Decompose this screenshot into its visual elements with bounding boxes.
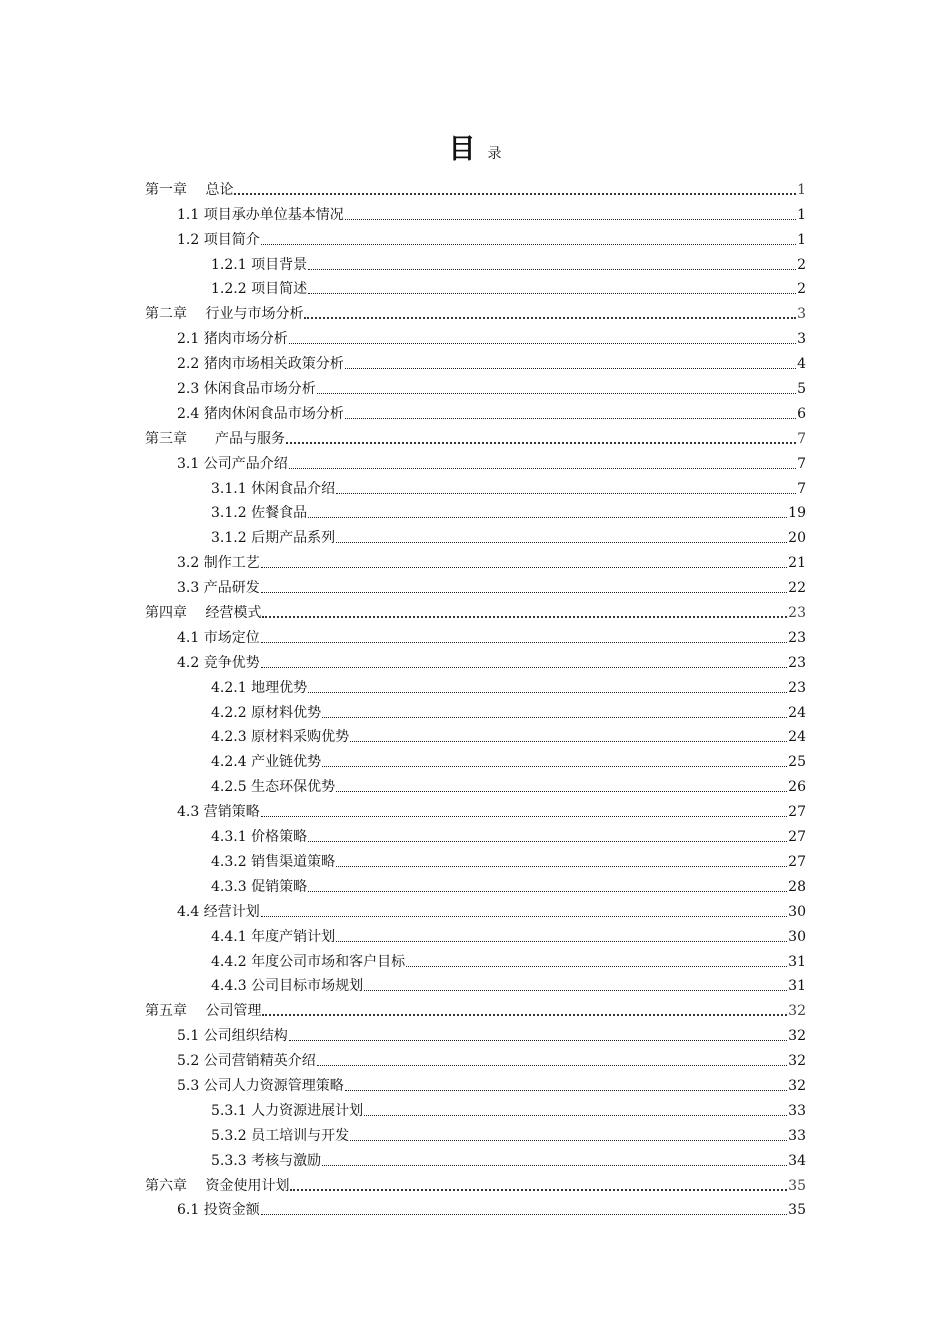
toc-entry-page-number: 23 (788, 679, 806, 696)
toc-entry[interactable] (145, 597, 806, 622)
toc-entry[interactable] (145, 672, 806, 697)
dot-leader (308, 505, 787, 518)
toc-entry-label: 5.1 公司组织结构 (177, 1028, 288, 1045)
toc-entry-page-number: 2 (797, 256, 806, 273)
toc-entry-page-number: 32 (788, 1003, 806, 1020)
toc-entry-label: 第三章 产品与服务 (145, 430, 285, 447)
toc-entry-label: 2.4 猪肉休闲食品市场分析 (177, 405, 344, 422)
dot-leader (261, 555, 787, 568)
dot-leader (261, 655, 787, 668)
toc-entry[interactable] (145, 1170, 806, 1195)
toc-entry-page-number: 1 (797, 206, 806, 223)
toc-entry[interactable] (145, 821, 806, 846)
toc-entry[interactable] (145, 274, 806, 299)
toc-entry-page-number: 27 (788, 804, 806, 821)
toc-entry-page-number: 34 (788, 1152, 806, 1169)
toc-entry-page-number: 27 (788, 829, 806, 846)
dot-leader (308, 257, 796, 270)
toc-entry[interactable] (145, 1070, 806, 1095)
toc-entry-label: 4.3.2 销售渠道策略 (211, 853, 336, 870)
toc-entry-label: 3.3 产品研发 (177, 580, 260, 597)
toc-entry-label: 4.2.1 地理优势 (211, 679, 308, 696)
toc-entry-label: 3.1.2 佐餐食品 (211, 505, 308, 522)
toc-entry[interactable] (145, 498, 806, 523)
toc-entry[interactable] (145, 1195, 806, 1220)
dot-leader (290, 1177, 787, 1191)
dot-leader (345, 406, 796, 419)
dot-leader (262, 1002, 787, 1016)
toc-entry-page-number: 26 (788, 779, 806, 796)
toc-entry-label: 5.3.3 考核与激励 (211, 1152, 322, 1169)
dot-leader (336, 929, 787, 942)
toc-entry-page-number: 33 (788, 1127, 806, 1144)
toc-entry[interactable] (145, 771, 806, 796)
dot-leader (364, 978, 787, 991)
toc-entry-page-number: 33 (788, 1102, 806, 1119)
toc-entry[interactable] (145, 995, 806, 1020)
toc-entry-page-number: 35 (788, 1202, 806, 1219)
toc-title-main: 目 (448, 134, 476, 165)
toc-entry[interactable] (145, 746, 806, 771)
dot-leader (345, 207, 796, 220)
dot-leader (261, 904, 787, 917)
toc-entry[interactable] (145, 473, 806, 498)
toc-entry-label: 4.2.3 原材料采购优势 (211, 729, 350, 746)
dot-leader (406, 954, 787, 967)
toc-entry[interactable] (145, 398, 806, 423)
toc-entry[interactable] (145, 846, 806, 871)
toc-entry-page-number: 25 (788, 754, 806, 771)
dot-leader (336, 854, 787, 867)
dot-leader (336, 530, 787, 543)
toc-entry-page-number: 24 (788, 729, 806, 746)
toc-entry-page-number: 3 (797, 331, 806, 348)
toc-entry-label: 第六章 资金使用计划 (145, 1177, 290, 1194)
toc-entry-label: 4.2 竞争优势 (177, 654, 260, 671)
dot-leader (317, 1053, 787, 1066)
toc-entry-page-number: 32 (788, 1077, 806, 1094)
toc-title-sub: 录 (487, 146, 502, 162)
toc-entry[interactable] (145, 373, 806, 398)
toc-entry-label: 4.4.2 年度公司市场和客户目标 (211, 953, 406, 970)
dot-leader (289, 331, 796, 344)
toc-entry[interactable] (145, 298, 806, 323)
toc-entry-page-number: 7 (797, 430, 806, 447)
dot-leader (345, 1078, 787, 1091)
table-of-contents (145, 174, 806, 1219)
toc-entry[interactable] (145, 323, 806, 348)
dot-leader (262, 604, 787, 618)
toc-entry[interactable] (145, 448, 806, 473)
toc-entry[interactable] (145, 1045, 806, 1070)
toc-entry[interactable] (145, 522, 806, 547)
dot-leader (364, 1103, 787, 1116)
dot-leader (261, 804, 787, 817)
dot-leader (350, 729, 787, 742)
toc-entry[interactable] (145, 921, 806, 946)
toc-entry-label: 2.3 休闲食品市场分析 (177, 381, 316, 398)
toc-entry-page-number: 5 (797, 381, 806, 398)
toc-entry[interactable] (145, 547, 806, 572)
dot-leader (234, 181, 796, 195)
dot-leader (317, 381, 796, 394)
dot-leader (336, 481, 796, 494)
toc-entry-label: 1.2 项目简介 (177, 231, 260, 248)
toc-entry-label: 4.4.3 公司目标市场规划 (211, 978, 364, 995)
toc-entry-page-number: 3 (797, 306, 806, 323)
dot-leader (308, 879, 787, 892)
toc-entry-label: 4.2.4 产业链优势 (211, 754, 322, 771)
toc-entry-page-number: 7 (797, 480, 806, 497)
dot-leader (289, 456, 796, 469)
dot-leader (308, 680, 787, 693)
toc-entry[interactable] (145, 249, 806, 274)
toc-entry[interactable] (145, 722, 806, 747)
toc-entry-label: 5.3.2 员工培训与开发 (211, 1127, 350, 1144)
toc-entry[interactable] (145, 224, 806, 249)
toc-entry-page-number: 1 (797, 231, 806, 248)
toc-entry-label: 2.2 猪肉市场相关政策分析 (177, 356, 344, 373)
dot-leader (286, 430, 796, 444)
toc-entry-page-number: 31 (788, 978, 806, 995)
toc-entry[interactable] (145, 971, 806, 996)
toc-entry[interactable] (145, 622, 806, 647)
toc-entry-label: 3.1.1 休闲食品介绍 (211, 480, 336, 497)
toc-entry-page-number: 32 (788, 1028, 806, 1045)
toc-entry-label: 6.1 投资金额 (177, 1202, 260, 1219)
dot-leader (345, 356, 796, 369)
toc-entry[interactable] (145, 647, 806, 672)
toc-entry-page-number: 35 (788, 1177, 806, 1194)
toc-entry[interactable] (145, 1120, 806, 1145)
toc-entry-label: 4.2.2 原材料优势 (211, 704, 322, 721)
toc-entry-label: 4.3.3 促销策略 (211, 878, 308, 895)
toc-entry-label: 4.4 经营计划 (177, 903, 260, 920)
toc-entry-label: 4.1 市场定位 (177, 629, 260, 646)
toc-entry-page-number: 23 (788, 629, 806, 646)
toc-entry-label: 3.2 制作工艺 (177, 555, 260, 572)
toc-entry-page-number: 19 (788, 505, 806, 522)
toc-entry-page-number: 7 (797, 455, 806, 472)
toc-title (0, 134, 950, 170)
toc-entry-label: 1.2.2 项目简述 (211, 281, 308, 298)
toc-entry-label: 5.3.1 人力资源进展计划 (211, 1102, 364, 1119)
toc-entry-page-number: 6 (797, 405, 806, 422)
dot-leader (350, 1128, 787, 1141)
toc-entry[interactable] (145, 1020, 806, 1045)
toc-entry-label: 2.1 猪肉市场分析 (177, 331, 288, 348)
toc-entry[interactable] (145, 1095, 806, 1120)
toc-entry-label: 1.2.1 项目背景 (211, 256, 308, 273)
toc-entry[interactable] (145, 572, 806, 597)
toc-entry[interactable] (145, 199, 806, 224)
dot-leader (289, 1028, 787, 1041)
toc-entry-label: 4.2.5 生态环保优势 (211, 779, 336, 796)
toc-entry-page-number: 1 (797, 181, 806, 198)
dot-leader (308, 281, 796, 294)
toc-entry[interactable] (145, 896, 806, 921)
dot-leader (304, 305, 796, 319)
toc-entry-page-number: 28 (788, 878, 806, 895)
dot-leader (261, 580, 787, 593)
dot-leader (322, 705, 787, 718)
toc-entry[interactable] (145, 871, 806, 896)
toc-entry-label: 4.3 营销策略 (177, 804, 260, 821)
toc-entry[interactable] (145, 423, 806, 448)
toc-entry-page-number: 23 (788, 654, 806, 671)
toc-entry-page-number: 30 (788, 903, 806, 920)
toc-entry-page-number: 20 (788, 530, 806, 547)
toc-entry-page-number: 24 (788, 704, 806, 721)
toc-entry-label: 3.1.2 后期产品系列 (211, 530, 336, 547)
toc-entry-page-number: 31 (788, 953, 806, 970)
dot-leader (261, 232, 796, 245)
toc-entry-label: 4.3.1 价格策略 (211, 829, 308, 846)
dot-leader (261, 630, 787, 643)
toc-entry-page-number: 4 (797, 356, 806, 373)
toc-entry-page-number: 21 (788, 555, 806, 572)
dot-leader (322, 754, 787, 767)
toc-entry-label: 4.4.1 年度产销计划 (211, 928, 336, 945)
toc-entry-label: 3.1 公司产品介绍 (177, 455, 288, 472)
toc-entry[interactable] (145, 1145, 806, 1170)
toc-entry-label: 5.3 公司人力资源管理策略 (177, 1077, 344, 1094)
toc-entry-page-number: 27 (788, 853, 806, 870)
dot-leader (336, 779, 787, 792)
dot-leader (261, 1202, 787, 1215)
toc-entry-label: 1.1 项目承办单位基本情况 (177, 206, 344, 223)
toc-entry-page-number: 30 (788, 928, 806, 945)
toc-entry-page-number: 32 (788, 1053, 806, 1070)
toc-entry-label: 第二章 行业与市场分析 (145, 306, 304, 323)
toc-entry-label: 第四章 经营模式 (145, 605, 262, 622)
dot-leader (322, 1153, 787, 1166)
dot-leader (308, 829, 787, 842)
toc-entry[interactable] (145, 174, 806, 199)
toc-entry[interactable] (145, 697, 806, 722)
toc-entry-label: 第一章 总论 (145, 181, 234, 198)
toc-entry[interactable] (145, 796, 806, 821)
toc-entry[interactable] (145, 348, 806, 373)
toc-entry[interactable] (145, 946, 806, 971)
toc-entry-page-number: 22 (788, 580, 806, 597)
toc-entry-label: 第五章 公司管理 (145, 1003, 262, 1020)
toc-entry-page-number: 23 (788, 605, 806, 622)
toc-entry-page-number: 2 (797, 281, 806, 298)
toc-entry-label: 5.2 公司营销精英介绍 (177, 1053, 316, 1070)
